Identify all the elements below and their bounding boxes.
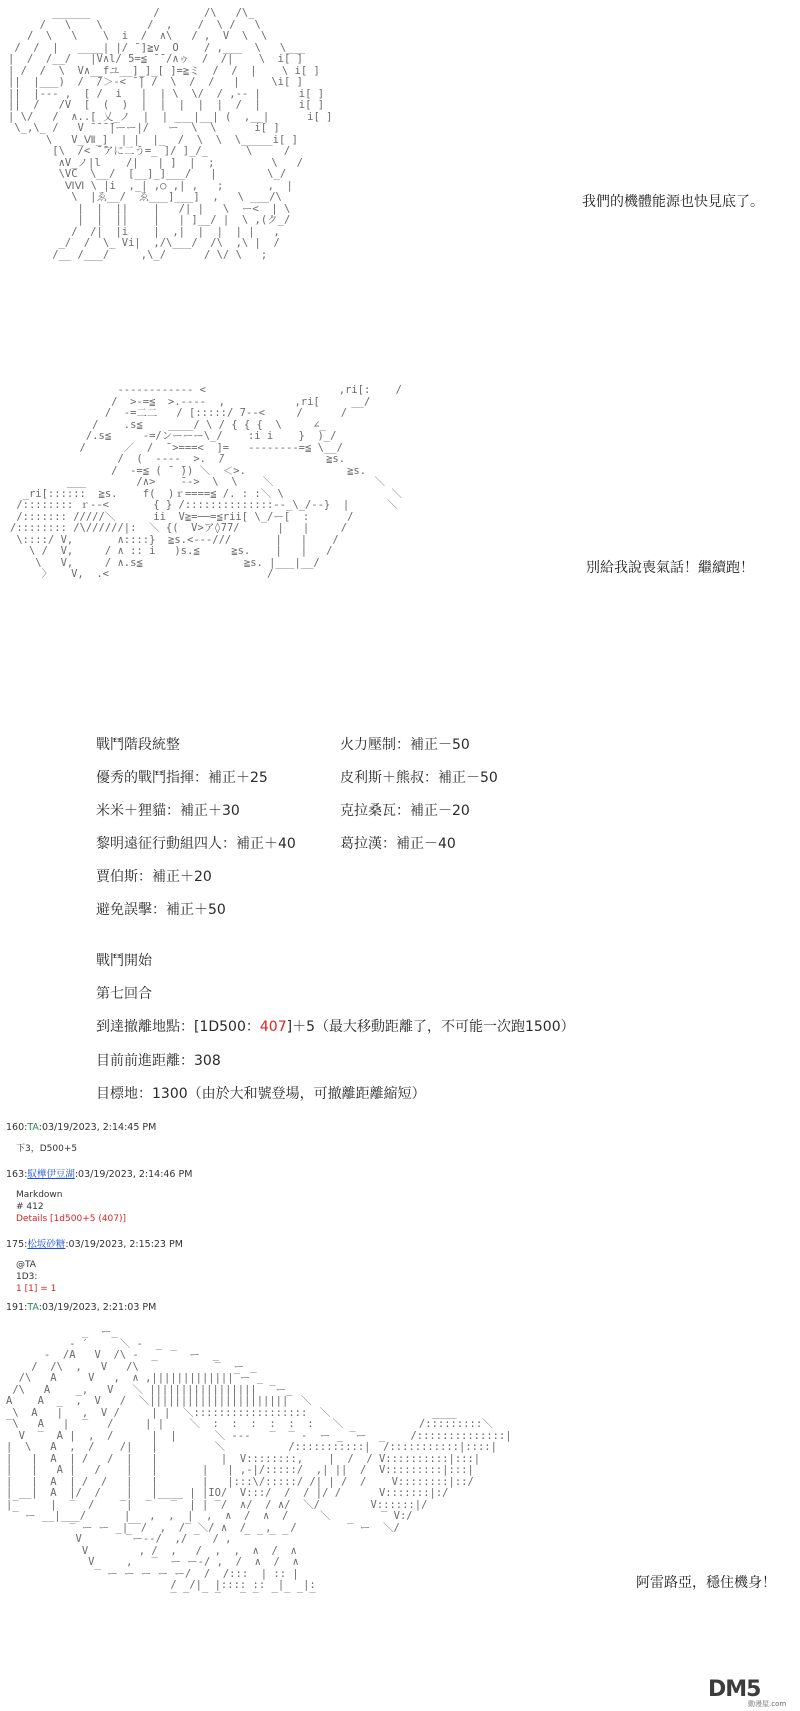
- reach-roll: 407: [259, 1019, 287, 1035]
- post-body-175: @TA 1D3: 1 [1] = 1: [16, 1260, 57, 1294]
- stat-left-2: 米米＋狸貓：補正＋30: [96, 803, 240, 819]
- ascii-art-panel-3: _ ー_ - ′ ＼ - _ - /A V /\ - _ ‾ ー _ / /\ , V /\ ‾ ー _ /\ A V , ∧ ,|||||||||||||‾ー _ /\ A _, V ＼ ||||||||||||||||| ‾ー_ A A _ , V / ＼|||||||||||||||||||||| ＼ \ A | , V / | | ＼:::::::::::::::::: ＼ ____ ‾\ A | ‾ / | | ＼ : : : : : : ＼ /:::::::::＼ V ‾ A | , / | | ＼ --- ‾ ‾ - ー _ ‾ー _ /::::::::::::::| | \ A , / /| | ＼ /:::::::::::| /:::::::::::|::::| | | A | / / | | | V::::::::, | / / V::::::::::|:::| | | A | / | | | | ,-|/:::::/ ,| || / V:::::::::|:::| | | A | / / | | | |:::\/:::::/ /| | / / V::::::::|::/ | __| A |/ / | |____ | |IO/ V:::/ / / |/ / V:::::::|:/ |‾ | ‾ / ‾| ‾ ‾ | | ‾/ ∧/ / ∧/ ＼/ V::::::|/ ‾ ー __|___/ | , , | , ∧ / ∧ / ＼ ‾ V:/ ‾ ー ー _|‾‾/ , /‾ ＼/ ∧ / , / ‾ ー ＼/ V ‾ー--/ ,/ ‾ / , ‾ ‾ ‾ ‾ V , / , / , , ∧ / ∧ V , ‾ ー ー-/ , / ∧ / ∧ ‾ ー ー ー ー ー/ / /::: | :: | / /| |:::: :: | |: ‾ ‾ ‾ ‾ ‾ ‾ ‾ ‾ ‾ ‾: [6, 1327, 512, 1603]
- post-body-160: 下3，D500+5: [16, 1144, 78, 1154]
- stat-left-3: 黎明遠征行動組四人：補正＋40: [96, 836, 296, 852]
- post-header-191: 191:TA:03/19/2023, 2:21:03 PM: [6, 1302, 157, 1313]
- post-body-163: Markdown # 412 Details [1d500+5 (407)]: [16, 1190, 127, 1224]
- post-header-160: 160:TA:03/19/2023, 2:14:45 PM: [6, 1122, 157, 1133]
- reach-prefix: 到達撤離地點：[1D500：: [96, 1019, 260, 1035]
- caption-3: 阿雷路亞，穩住機身！: [636, 1575, 776, 1591]
- stat-left-5: 避免誤擊：補正＋50: [96, 902, 226, 918]
- post-header-175: 175:松坂砂糖:03/19/2023, 2:15:23 PM: [6, 1239, 183, 1250]
- dice-result: 1 [1] = 1: [16, 1284, 57, 1294]
- caption-2: 別給我說喪氣話！繼續跑！: [586, 560, 754, 576]
- logo-text: DM5: [708, 1677, 761, 1702]
- battle-reach: [96, 1016, 575, 1036]
- ascii-art-panel-2: ------------ < ,ri[: / / >-=≦ >.---- , ,ri[ __/ / -=二二 / [:::::/ 7--< / / / .s≦ ____/ \ / { { { \ ∠_ /.s≦ -=/ンーーー\_/ :i i } )_/ / ／ / ̄ >===< ]= --------=≦ \__/ / ( ---- >. ̄/ ≧s. / -=≦ ( ̄ ̄)) ＼ ＜>. ≧s. ___ /∧> ̄--> \ \ ＼ ＼ _ri[:::::: ≧s. f( )ｒ====≦ /. : :＼ \ ＼ /:::::::: ｒ--< { } /::::::::::::::--_\_/--} | ＼ /::::::: /////＼ ii V≧=──=≦rii[ \_/ー[ : / /:::::::: /\//////|: ＼ {( V>ア◊77/ | | / \::::/ V, ∧::::} ≧s.<---/// | | / \ / V, / ∧ :: i )s.≦ ≧s. | | / \ V, / ∧.s≦ ≧s. |___|__/ 〉 V, .< /: [10, 385, 402, 580]
- poster-name-link[interactable]: 馭樺伊豆湖: [27, 1169, 75, 1180]
- logo-subtext: 動漫屋.com: [748, 1700, 787, 1708]
- stat-left-1: 優秀的戰鬥指揮：補正＋25: [96, 770, 268, 786]
- dice-details[interactable]: Details [1d500+5 (407)]: [16, 1214, 127, 1224]
- stat-right-2: 克拉桑瓦：補正－20: [340, 803, 470, 819]
- battle-target: 目標地：1300（由於大和號登場，可撤離距離縮短）: [96, 1086, 426, 1102]
- ascii-art-panel-1: ______ / /\ /\_ / \ \ / , / \ / \ / \ \ \ i / ∧\ / , V \ \ / / | ____| |/ ̄ ]≧v O / ,___ \ \___ | / /__/ |V∧l/ 5=≦ ̄ ̄ /∧ゥ / /| \ i[ ] | / / \ V∧__fユ__]_]_[ ]=≧ミ / / | \ i[ ] || |___) / ̄/＞-< ̄ ̄| / \ / / | \i[ ] || |--- , [ / i | | \ \/ / ,-- | i[ ] || / /V [ ( ) | | | | | / | i[ ] | \/ / ∧..[ 乂_ノ | | ___|__| ( ,__| i[ ] \_,\_ / V ̄ ̄ ̄ ̄|ーー|/ ー \ \ i[ ] \ V_Ⅶ_] | | |_ / \ \ \_____i[ ] [\ /< ̄ ̄アに二う=_ ]/ ]_/_ \ / ∧V_ノ|l /| | ] | ; \ / \VC \__/ [__]_]___/ | \_/ ⅥⅥ \ |i ,_| ,○ ,| , ; , | \ |ゑ__/ ゑ___]___] , \ ___/\ | | || | /| | \ ー< | \ | | || | | ]__/ | \ ,(ク_/ / /| |i | ,| | | | | , _/ / \_ Vi| ,/\___/ /\ ,\ | / /__ /___/ ,\_/ / \/ \ ;: [8, 8, 333, 261]
- battle-start: 戰鬥開始: [96, 953, 152, 969]
- stat-right-1: 皮利斯＋熊叔：補正－50: [340, 770, 498, 786]
- poster-name-link[interactable]: 松坂砂糖: [27, 1239, 66, 1250]
- poster-name[interactable]: TA: [27, 1122, 39, 1133]
- reach-suffix: ]＋5（最大移動距離了，不可能一次跑1500）: [286, 1019, 575, 1035]
- battle-round: 第七回合: [96, 986, 152, 1002]
- poster-name[interactable]: TA: [27, 1302, 39, 1313]
- post-header-163: 163:馭樺伊豆湖:03/19/2023, 2:14:46 PM: [6, 1169, 193, 1180]
- dm5-logo: [708, 1677, 792, 1707]
- battle-progress: 目前前進距離：308: [96, 1053, 221, 1069]
- stat-left-0: 戰鬥階段統整: [96, 737, 180, 753]
- stat-right-0: 火力壓制：補正－50: [340, 737, 470, 753]
- stat-left-4: 賈伯斯：補正＋20: [96, 869, 212, 885]
- caption-1: 我們的機體能源也快見底了。: [582, 194, 764, 210]
- stat-right-3: 葛拉漢：補正－40: [340, 836, 456, 852]
